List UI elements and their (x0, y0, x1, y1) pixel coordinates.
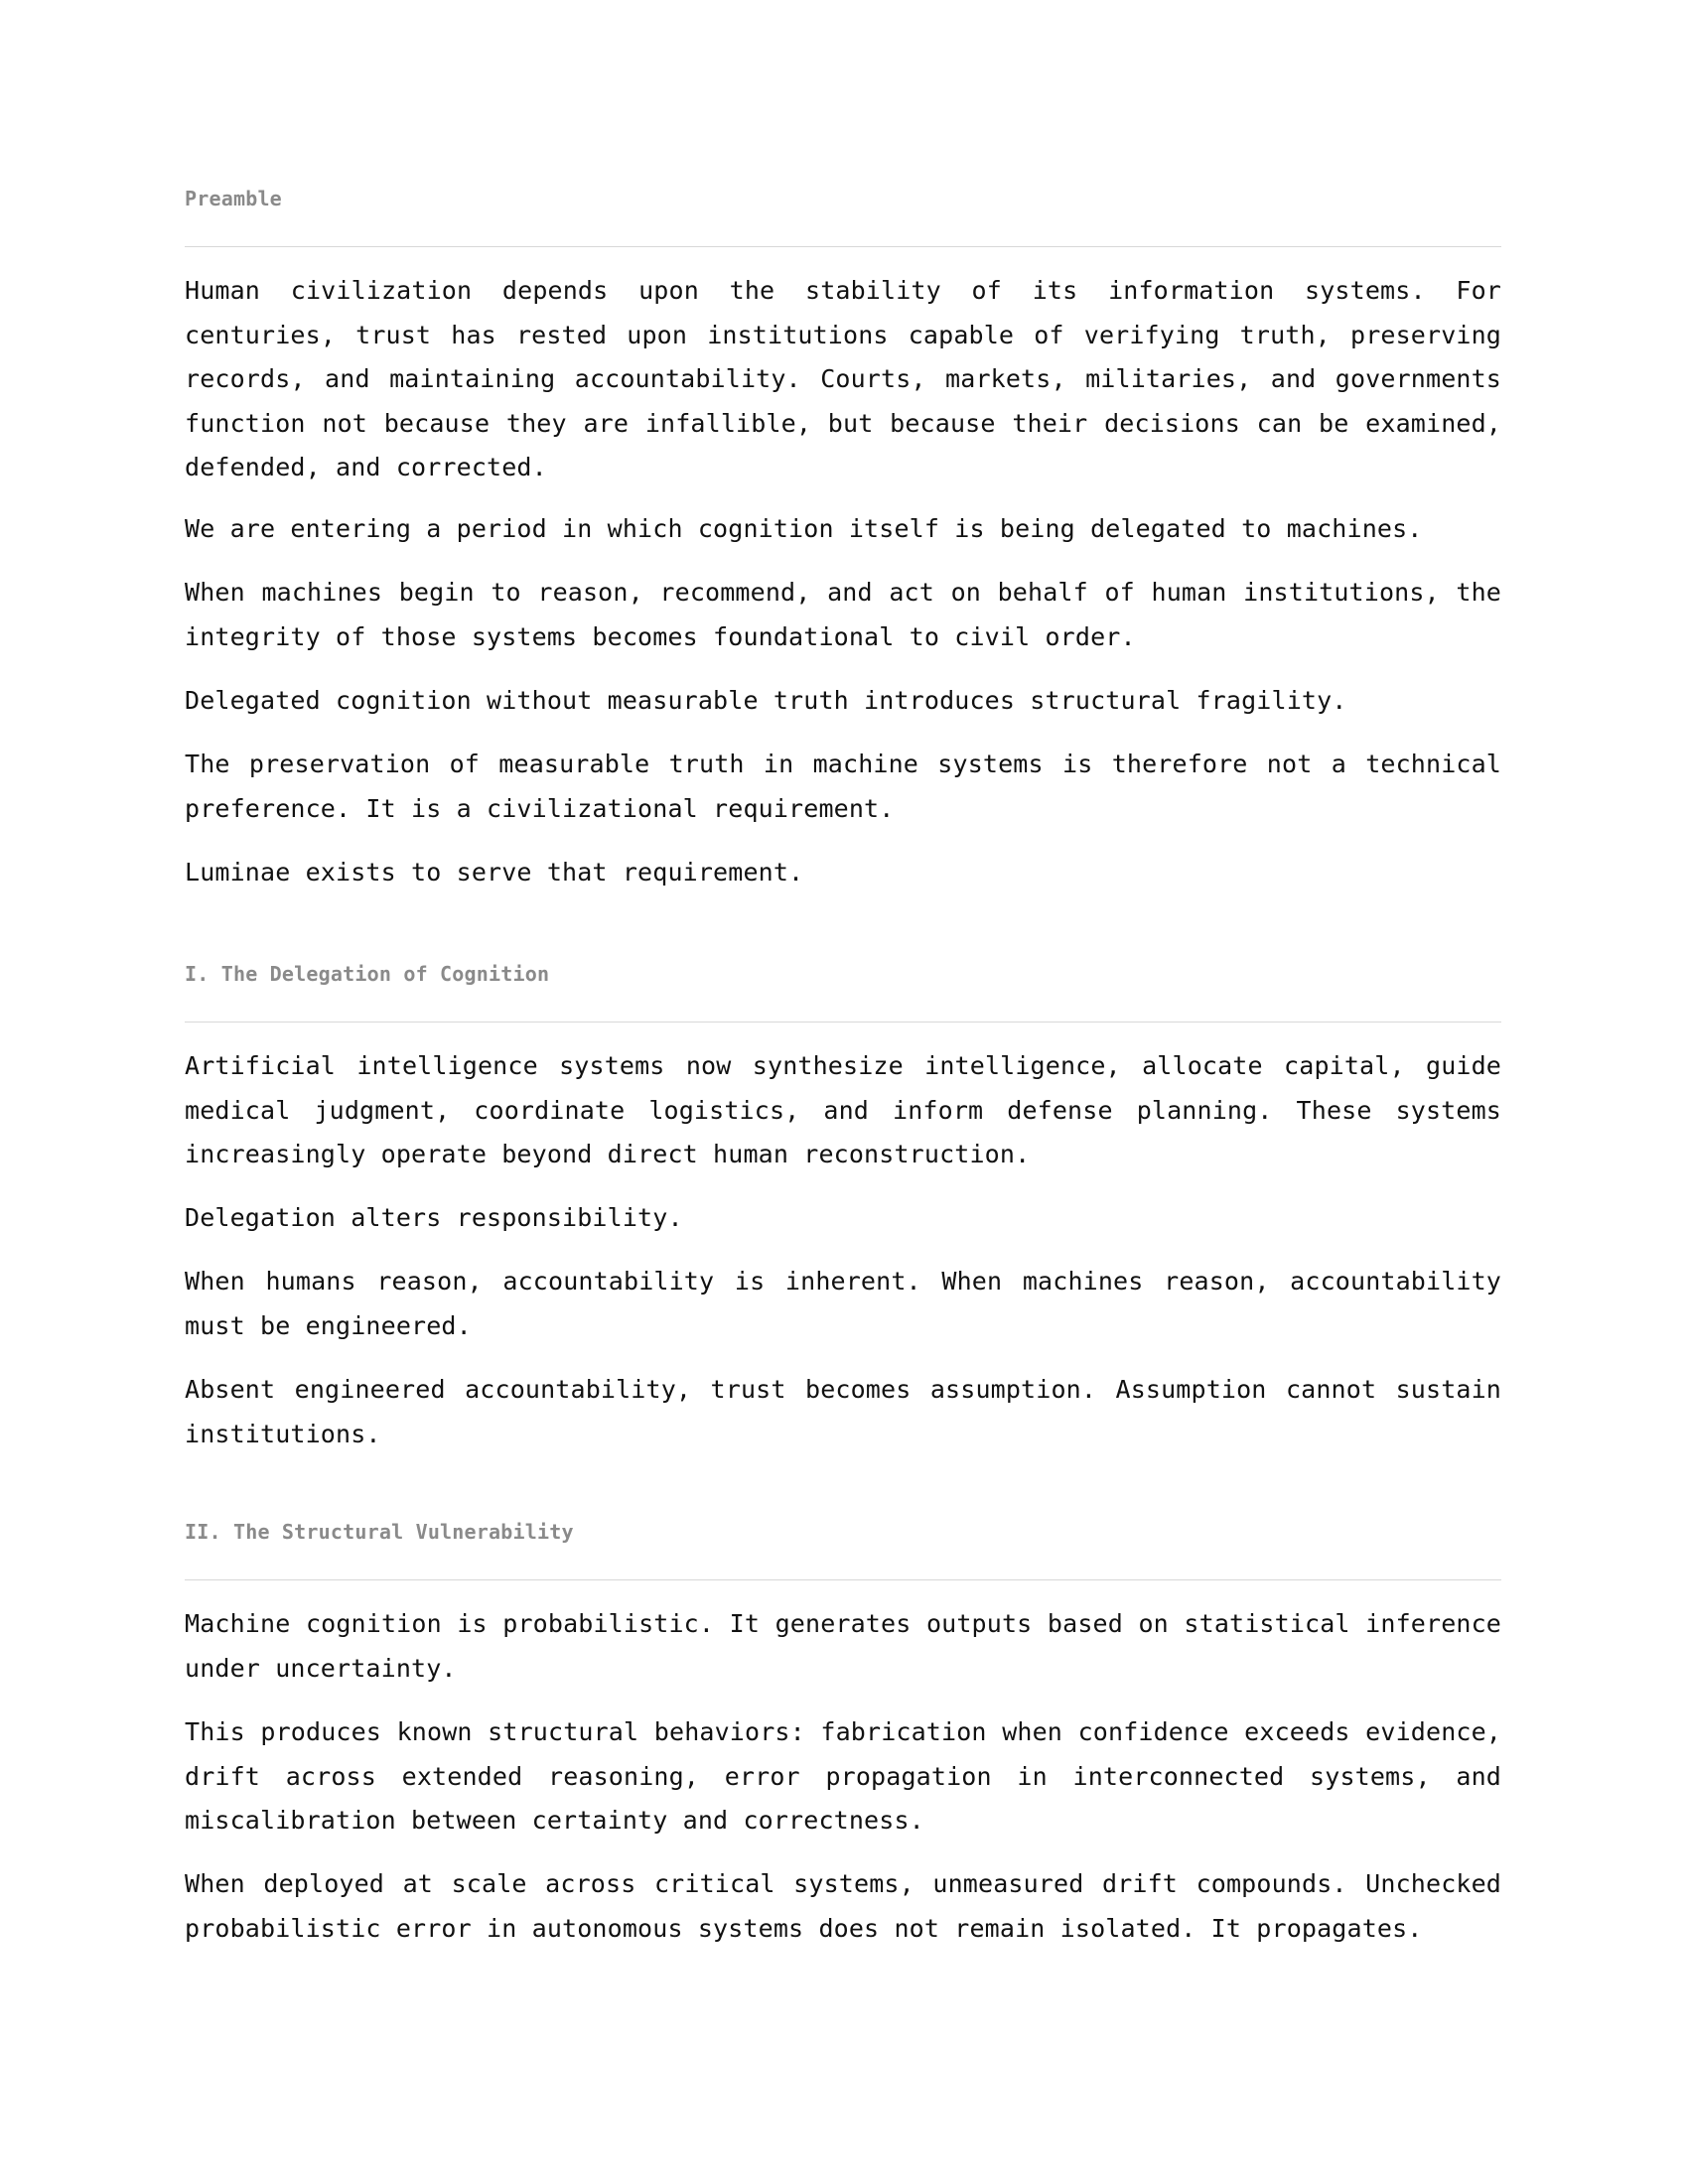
paragraph: Luminae exists to serve that requirement. (185, 858, 804, 887)
section-divider (185, 1022, 1501, 1023)
section-preamble (185, 187, 1501, 247)
section-divider (185, 1579, 1501, 1580)
paragraph: Delegation alters responsibility. (185, 1203, 683, 1232)
section-title: II. The Structural Vulnerability (185, 1520, 574, 1544)
paragraph: The preservation of measurable truth in machine systems is therefore not a technical preference. It is a civilizational requirement. (185, 750, 1501, 823)
section-title: Preamble (185, 187, 282, 210)
paragraph: When deployed at scale across critical systems, unmeasured drift compounds. Unchecked probabilistic error in autonomous systems does not remain isolated. It propagates. (185, 1869, 1501, 1943)
paragraph: We are entering a period in which cognition itself is being delegated to machines. (185, 514, 1423, 543)
paragraph: Delegated cognition without measurable truth introduces structural fragility. (185, 686, 1347, 715)
section-structural-vulnerability (185, 1520, 1501, 1580)
paragraph: Human civilization depends upon the stability of its information systems. For centuries, trust has rested upon institutions capable of verifying truth, preserving records, and maintaining accountability. Courts, markets, militaries, and governments function not because they are infallible, but because their decisions can be examined, defended, and corrected. (185, 276, 1501, 481)
paragraph: When humans reason, accountability is inherent. When machines reason, accountability must be engineered. (185, 1267, 1501, 1340)
paragraph: When machines begin to reason, recommend, and act on behalf of human institutions, the integrity of those systems becomes foundational to civil order. (185, 578, 1501, 651)
section-title: I. The Delegation of Cognition (185, 962, 550, 986)
section-divider (185, 246, 1501, 247)
paragraph: Artificial intelligence systems now synthesize intelligence, allocate capital, guide medical judgment, coordinate logistics, and inform defense planning. These systems increasingly operate beyond direct human reconstruction. (185, 1051, 1501, 1168)
paragraph: This produces known structural behaviors: fabrication when confidence exceeds evidence, drift across extended reasoning, error propagation in interconnected systems, and miscalibration between certainty and correctness. (185, 1717, 1501, 1835)
paragraph: Machine cognition is probabilistic. It generates outputs based on statistical inference under uncertainty. (185, 1609, 1501, 1683)
section-delegation-of-cognition (185, 962, 1501, 1023)
paragraph: Absent engineered accountability, trust becomes assumption. Assumption cannot sustain institutions. (185, 1375, 1501, 1448)
